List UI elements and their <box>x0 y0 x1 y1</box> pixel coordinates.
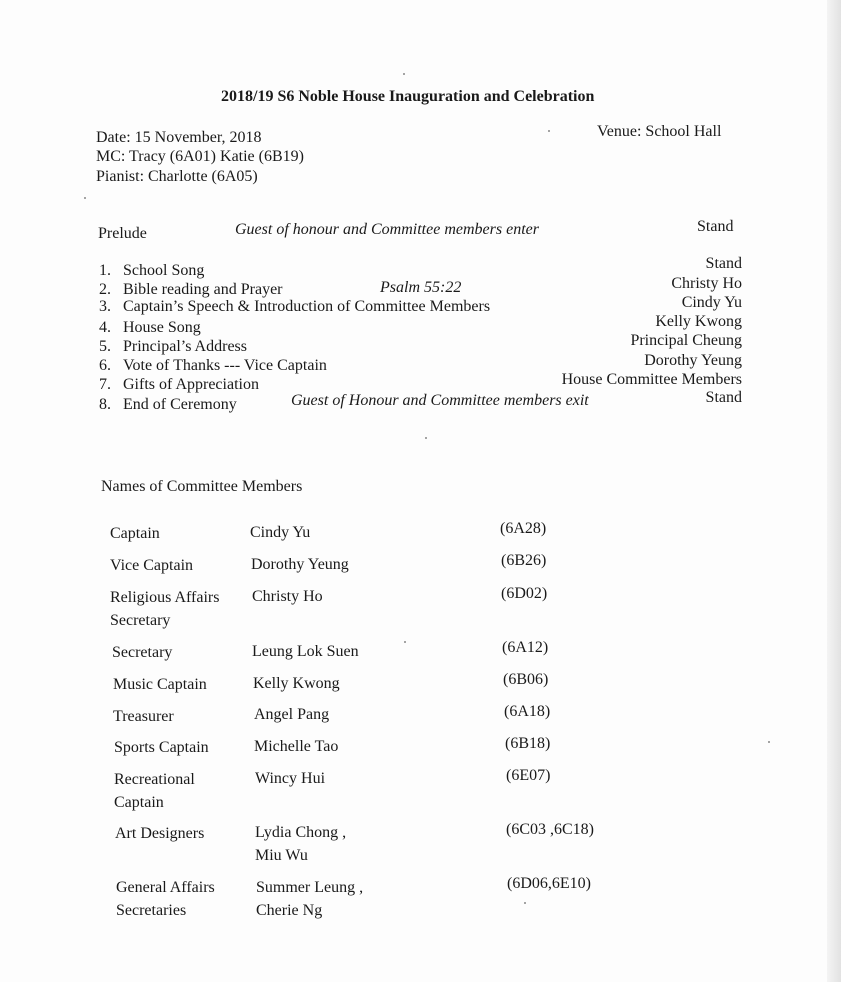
member-name: Summer Leung , <box>256 879 364 896</box>
scan-speck <box>425 437 427 439</box>
member-role: Sports Captain <box>114 739 209 756</box>
member-class: (6D02) <box>501 585 548 602</box>
programme-number: 1. <box>99 262 111 279</box>
member-role: Music Captain <box>113 676 207 693</box>
prelude-description: Guest of honour and Committee members enter <box>235 221 539 238</box>
member-class: (6E07) <box>506 767 551 784</box>
programme-item <box>99 357 327 375</box>
prelude-action: Stand <box>697 218 734 235</box>
programme-number: 7. <box>99 376 111 393</box>
programme-number: 6. <box>99 357 111 374</box>
programme-person: Kelly Kwong <box>655 313 742 330</box>
programme-title: School Song <box>123 262 205 279</box>
programme-number: 5. <box>99 338 111 355</box>
event-mc: MC: Tracy (6A01) Katie (6B19) <box>96 148 304 165</box>
prelude-label: Prelude <box>98 225 147 242</box>
member-class: (6A18) <box>504 703 551 720</box>
member-class: (6A12) <box>502 639 549 656</box>
event-venue: Venue: School Hall <box>597 123 722 140</box>
programme-item <box>99 262 204 280</box>
member-role-line2: Secretaries <box>116 902 187 919</box>
committee-heading: Names of Committee Members <box>101 478 303 495</box>
programme-person: Principal Cheung <box>630 332 742 349</box>
programme-person: Dorothy Yeung <box>644 352 742 369</box>
scan-speck <box>403 73 405 75</box>
programme-note: Guest of Honour and Committee members exit <box>291 392 589 409</box>
member-role: Captain <box>110 525 160 542</box>
page-edge-shadow <box>827 0 841 982</box>
programme-person: Stand <box>705 389 742 406</box>
programme-item <box>99 396 237 414</box>
member-role: Art Designers <box>115 825 205 842</box>
member-role-line2: Secretary <box>110 612 171 629</box>
member-name: Angel Pang <box>254 706 330 723</box>
programme-title: End of Ceremony <box>123 396 237 413</box>
event-date: Date: 15 November, 2018 <box>96 129 262 146</box>
member-role-line2: Captain <box>114 794 164 811</box>
member-role: Treasurer <box>113 708 174 725</box>
programme-item <box>99 281 283 299</box>
member-name: Kelly Kwong <box>253 675 340 692</box>
member-class: (6B18) <box>505 735 551 752</box>
member-role: Religious Affairs <box>110 589 220 606</box>
member-name: Michelle Tao <box>254 738 339 755</box>
programme-title: Vote of Thanks --- Vice Captain <box>123 357 327 374</box>
programme-scripture: Psalm 55:22 <box>380 279 462 296</box>
member-name: Leung Lok Suen <box>252 643 359 660</box>
programme-title: Bible reading and Prayer <box>123 281 283 298</box>
programme-title: Captain’s Speech & Introduction of Committee Members <box>123 298 491 315</box>
programme-number: 4. <box>99 319 111 336</box>
programme-person: Stand <box>705 255 742 272</box>
programme-item <box>99 319 201 337</box>
programme-item <box>99 338 247 356</box>
scan-speck <box>548 130 550 132</box>
programme-number: 2. <box>99 281 111 298</box>
document-title: 2018/19 S6 Noble House Inauguration and Celebration <box>221 88 595 105</box>
member-name-line2: Miu Wu <box>255 847 308 864</box>
programme-item <box>99 298 490 316</box>
member-class: (6B06) <box>503 671 549 688</box>
member-name: Christy Ho <box>252 588 323 605</box>
scan-speck <box>524 902 526 904</box>
scan-speck <box>404 641 406 643</box>
programme-title: Gifts of Appreciation <box>123 376 259 393</box>
scan-speck <box>84 197 86 199</box>
programme-title: Principal’s Address <box>123 338 247 355</box>
member-role: General Affairs <box>116 879 215 896</box>
member-name: Dorothy Yeung <box>251 556 349 573</box>
member-class: (6D06,6E10) <box>507 875 591 892</box>
member-role: Vice Captain <box>110 557 194 574</box>
scan-speck <box>768 741 770 743</box>
member-role: Secretary <box>112 644 173 661</box>
member-name: Wincy Hui <box>255 770 326 787</box>
member-class: (6B26) <box>501 552 547 569</box>
programme-person: Cindy Yu <box>681 294 742 311</box>
member-class: (6A28) <box>500 520 547 537</box>
programme-person: House Committee Members <box>561 371 742 388</box>
programme-number: 3. <box>99 298 111 315</box>
member-name-line2: Cherie Ng <box>256 902 323 919</box>
programme-item <box>99 376 259 394</box>
programme-number: 8. <box>99 396 111 413</box>
member-role: Recreational <box>114 771 195 788</box>
programme-person: Christy Ho <box>671 275 742 292</box>
event-pianist: Pianist: Charlotte (6A05) <box>96 168 258 185</box>
member-name: Cindy Yu <box>250 524 311 541</box>
member-name: Lydia Chong , <box>255 824 347 841</box>
programme-title: House Song <box>123 319 201 336</box>
member-class: (6C03 ,6C18) <box>506 821 594 838</box>
